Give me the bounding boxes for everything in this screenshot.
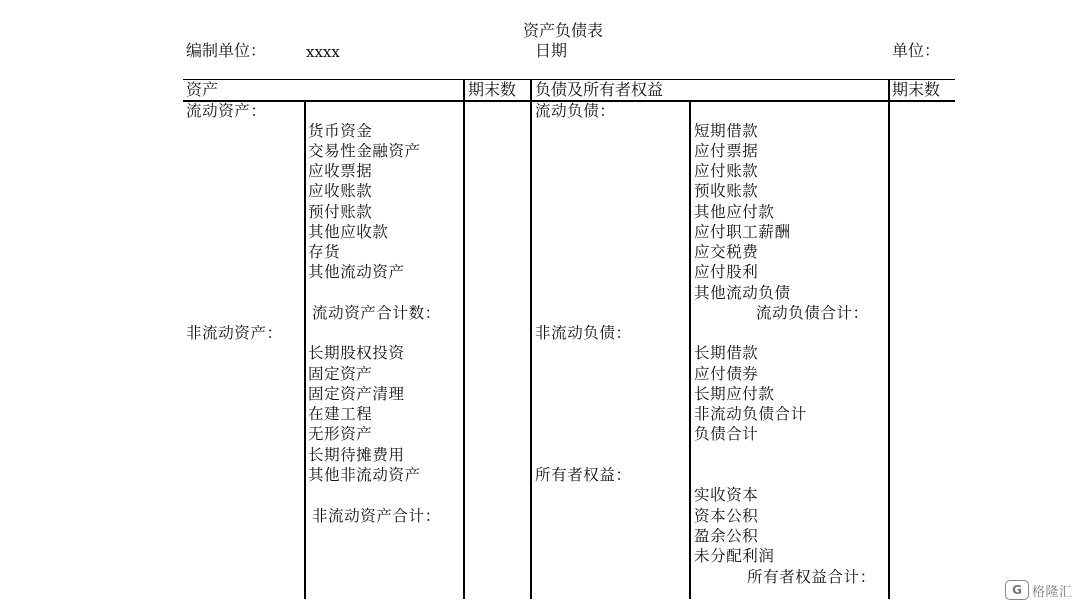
noncurrent-asset-item: 长期股权投资 — [308, 344, 405, 362]
current-liability-item: 预收账款 — [694, 182, 759, 200]
noncurrent-liability-item: 应付债券 — [694, 365, 759, 383]
current-liability-item: 其他应付款 — [694, 203, 775, 221]
current-asset-item: 货币资金 — [308, 122, 373, 140]
equity-item: 资本公积 — [694, 507, 759, 525]
noncurrent-asset-item: 长期待摊费用 — [308, 446, 405, 464]
equity-item: 盈余公积 — [694, 527, 759, 545]
equity-label: 所有者权益： — [535, 466, 632, 484]
watermark-text: 格隆汇 — [1032, 584, 1073, 600]
assets-end-balance-header: 期末数 — [468, 80, 517, 99]
assets-header: 资产 — [186, 80, 219, 99]
noncurrent-liability-item: 非流动负债合计 — [694, 405, 807, 423]
noncurrent-assets-total: 非流动资产合计： — [312, 507, 441, 525]
left-subitem-divider — [304, 100, 306, 599]
current-assets-total: 流动资产合计数： — [312, 304, 441, 322]
page-title: 资产负债表 — [523, 21, 604, 40]
prepared-by-label: 编制单位： — [186, 41, 267, 60]
noncurrent-asset-item: 无形资产 — [308, 425, 373, 443]
current-liability-item: 应付股利 — [694, 263, 759, 281]
current-asset-item: 应收账款 — [308, 182, 373, 200]
current-liabilities-total: 流动负债合计： — [756, 304, 869, 322]
noncurrent-liability-item: 长期应付款 — [694, 385, 775, 403]
right-amount-divider — [888, 79, 890, 599]
current-asset-item: 预付账款 — [308, 203, 373, 221]
current-liability-item: 应付职工薪酬 — [694, 223, 791, 241]
current-asset-item: 其他应收款 — [308, 223, 389, 241]
left-amount-divider-end — [530, 79, 532, 599]
current-liability-item: 应付票据 — [694, 142, 759, 160]
prepared-by-value: xxxx — [306, 43, 340, 61]
current-liability-item: 短期借款 — [694, 122, 759, 140]
gelonghui-logo-icon: G — [1005, 580, 1029, 600]
noncurrent-liabilities-label: 非流动负债： — [535, 324, 632, 342]
current-asset-item: 存货 — [308, 243, 341, 261]
noncurrent-asset-item: 固定资产 — [308, 365, 373, 383]
current-liability-item: 应付账款 — [694, 162, 759, 180]
equity-item: 未分配利润 — [694, 547, 775, 565]
current-asset-item: 应收票据 — [308, 162, 373, 180]
left-amount-divider-start — [463, 79, 465, 599]
current-liability-item: 应交税费 — [694, 243, 759, 261]
watermark — [1005, 577, 1073, 603]
equity-total: 所有者权益合计： — [747, 568, 876, 586]
noncurrent-asset-item: 固定资产清理 — [308, 385, 405, 403]
right-subitem-divider — [689, 100, 691, 599]
current-liabilities-label: 流动负债： — [535, 102, 616, 120]
current-asset-item: 交易性金融资产 — [308, 142, 421, 160]
noncurrent-assets-label: 非流动资产： — [186, 324, 283, 342]
date-label: 日期 — [535, 41, 568, 60]
unit-label: 单位： — [892, 41, 941, 60]
liabilities-end-balance-header: 期末数 — [892, 80, 941, 99]
equity-item: 实收资本 — [694, 486, 759, 504]
current-asset-item: 其他流动资产 — [308, 263, 405, 281]
current-liability-item: 其他流动负债 — [694, 284, 791, 302]
noncurrent-liability-item: 负债合计 — [694, 425, 759, 443]
noncurrent-asset-item: 其他非流动资产 — [308, 466, 421, 484]
liabilities-equity-header: 负债及所有者权益 — [535, 80, 664, 99]
noncurrent-liability-item: 长期借款 — [694, 344, 759, 362]
noncurrent-asset-item: 在建工程 — [308, 405, 373, 423]
current-assets-label: 流动资产： — [186, 102, 267, 120]
